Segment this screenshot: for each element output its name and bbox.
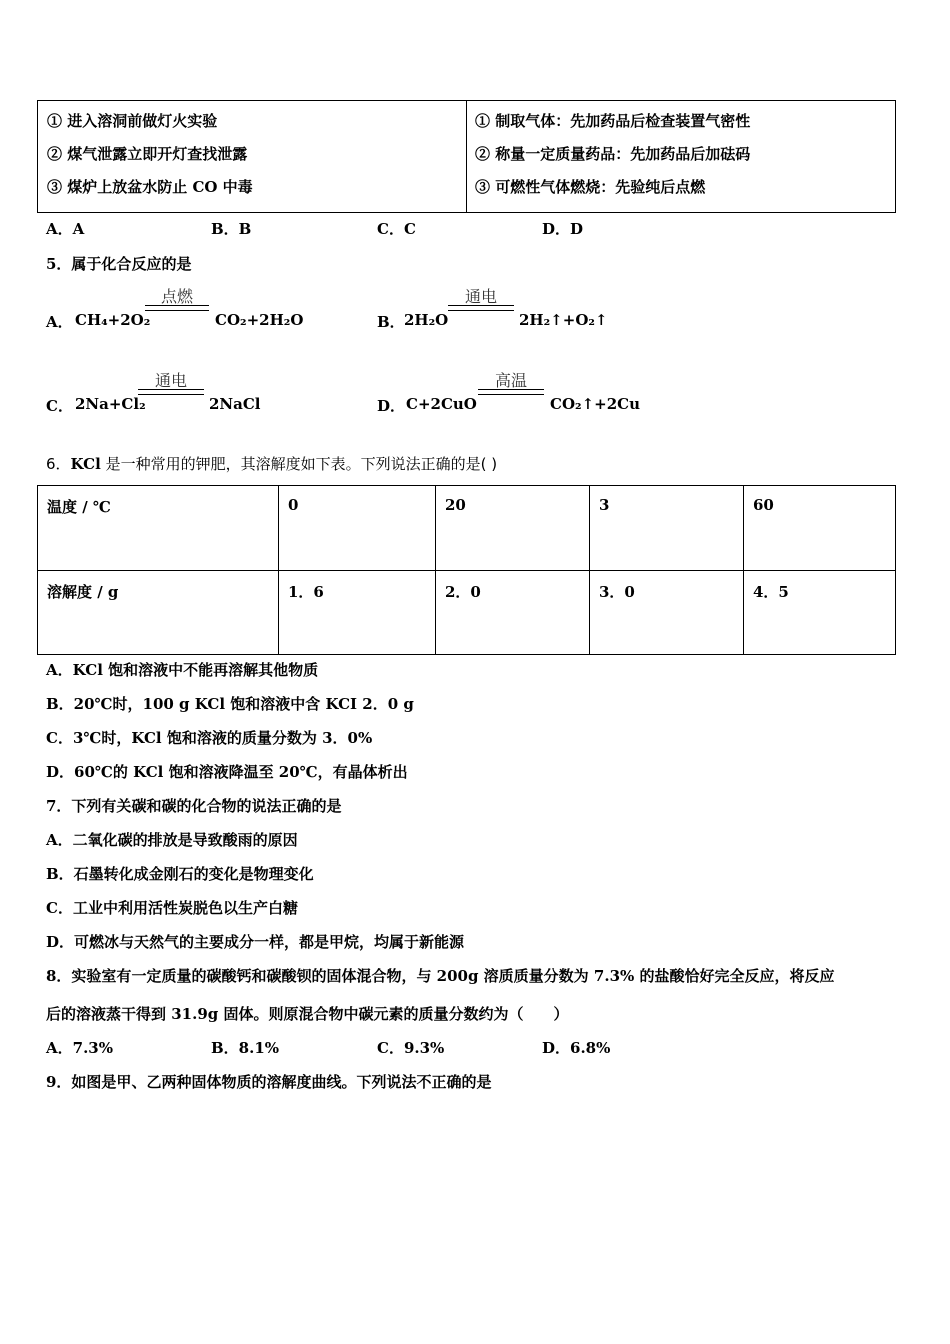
- q5-a-equals: [145, 305, 209, 311]
- table-cell: 20: [445, 496, 466, 514]
- safety-box: [37, 100, 896, 213]
- q4-option-a: A．A: [46, 220, 85, 238]
- q5-b-equals: [448, 305, 514, 311]
- q7-option-c: C．工业中利用活性炭脱色以生产白糖: [46, 899, 298, 917]
- q7-option-a: A．二氧化碳的排放是导致酸雨的原因: [46, 831, 298, 849]
- q5-b-condition: 通电: [464, 287, 497, 306]
- q8-option-c: C．9.3%: [377, 1039, 445, 1057]
- q4-option-c: C．C: [377, 220, 416, 238]
- box-left-line-1: ① 进入溶洞前做灯火实验: [47, 112, 218, 130]
- q5-d-label: D．: [377, 397, 406, 415]
- q9-stem: 9．如图是甲、乙两种固体物质的溶解度曲线。下列说法不正确的是: [46, 1073, 492, 1091]
- box-left-line-2: ② 煤气泄露立即开灯查找泄露: [47, 145, 248, 163]
- q6-stem-kcl: KCl: [70, 455, 101, 473]
- table-cell: 0: [288, 496, 299, 514]
- q8-stem-line-1: 8．实验室有一定质量的碳酸钙和碳酸钡的固体混合物，与 200g 溶质质量分数为 7.3% 的盐酸恰好完全反应，将反应: [46, 967, 835, 985]
- q5-a-products: CO₂+2H₂O: [215, 311, 304, 329]
- table-cell: 3: [599, 496, 610, 514]
- table-cell: 60: [753, 496, 774, 514]
- table-row-line: [38, 570, 895, 571]
- q5-c-label: C．: [46, 397, 73, 415]
- q5-b-reactants: 2H₂O: [404, 311, 449, 329]
- solubility-table: [37, 485, 896, 655]
- q5-b-products: 2H₂↑+O₂↑: [519, 311, 608, 329]
- q8-option-a: A．7.3%: [46, 1039, 113, 1057]
- q5-d-reactants: C+2CuO: [406, 395, 477, 413]
- q7-option-b: B．石墨转化成金刚石的变化是物理变化: [46, 865, 314, 883]
- q5-d-condition: 高温: [494, 371, 527, 390]
- q5-stem: 5．属于化合反应的是: [46, 255, 192, 273]
- q8-option-d: D．6.8%: [542, 1039, 611, 1057]
- box-left-line-3: ③ 煤炉上放盆水防止 CO 中毒: [47, 178, 253, 196]
- table-header-solubility: 溶解度 / g: [47, 583, 119, 601]
- q6-stem-number: 6．: [46, 455, 71, 473]
- box-divider: [466, 101, 467, 212]
- q5-a-condition: 点燃: [160, 287, 193, 306]
- q6-option-a: A．KCl 饱和溶液中不能再溶解其他物质: [46, 661, 319, 679]
- q6-option-b: B．20℃时，100 g KCl 饱和溶液中含 KCI 2．0 g: [46, 695, 414, 713]
- q8-option-b: B．8.1%: [211, 1039, 280, 1057]
- box-right-line-2: ② 称量一定质量药品：先加药品后加砝码: [475, 145, 751, 163]
- q6-option-c: C．3℃时，KCl 饱和溶液的质量分数为 3．0%: [46, 729, 373, 747]
- q5-c-equals: [138, 389, 204, 395]
- box-right-line-1: ① 制取气体：先加药品后检查装置气密性: [475, 112, 751, 130]
- table-header-temperature: 温度 / ℃: [47, 498, 111, 516]
- q7-stem: 7．下列有关碳和碳的化合物的说法正确的是: [46, 797, 342, 815]
- q5-c-reactants: 2Na+Cl₂: [75, 395, 146, 413]
- table-cell: 1．6: [288, 583, 324, 601]
- q6-option-d: D．60℃的 KCl 饱和溶液降温至 20℃，有晶体析出: [46, 763, 408, 781]
- q5-a-label: A．: [46, 313, 73, 331]
- q6-stem-text: 是一种常用的钾肥，其溶解度如下表。下列说法正确的是( ): [100, 455, 498, 473]
- q5-a-reactants: CH₄+2O₂: [75, 311, 151, 329]
- q5-c-products: 2NaCl: [209, 395, 261, 413]
- q7-option-d: D．可燃冰与天然气的主要成分一样，都是甲烷，均属于新能源: [46, 933, 465, 951]
- q5-b-label: B．: [377, 313, 405, 331]
- table-cell: 3．0: [599, 583, 635, 601]
- q6-stem: [46, 453, 497, 474]
- q5-d-equals: [478, 389, 544, 395]
- q4-option-d: D．D: [542, 220, 584, 238]
- table-cell: 4．5: [753, 583, 789, 601]
- q5-d-products: CO₂↑+2Cu: [550, 395, 640, 413]
- q5-c-condition: 通电: [154, 371, 187, 390]
- q8-stem-line-2: 后的溶液蒸干得到 31.9g 固体。则原混合物中碳元素的质量分数约为（ ）: [46, 1005, 569, 1023]
- q4-option-b: B．B: [211, 220, 252, 238]
- table-cell: 2．0: [445, 583, 481, 601]
- box-right-line-3: ③ 可燃性气体燃烧：先验纯后点燃: [475, 178, 706, 196]
